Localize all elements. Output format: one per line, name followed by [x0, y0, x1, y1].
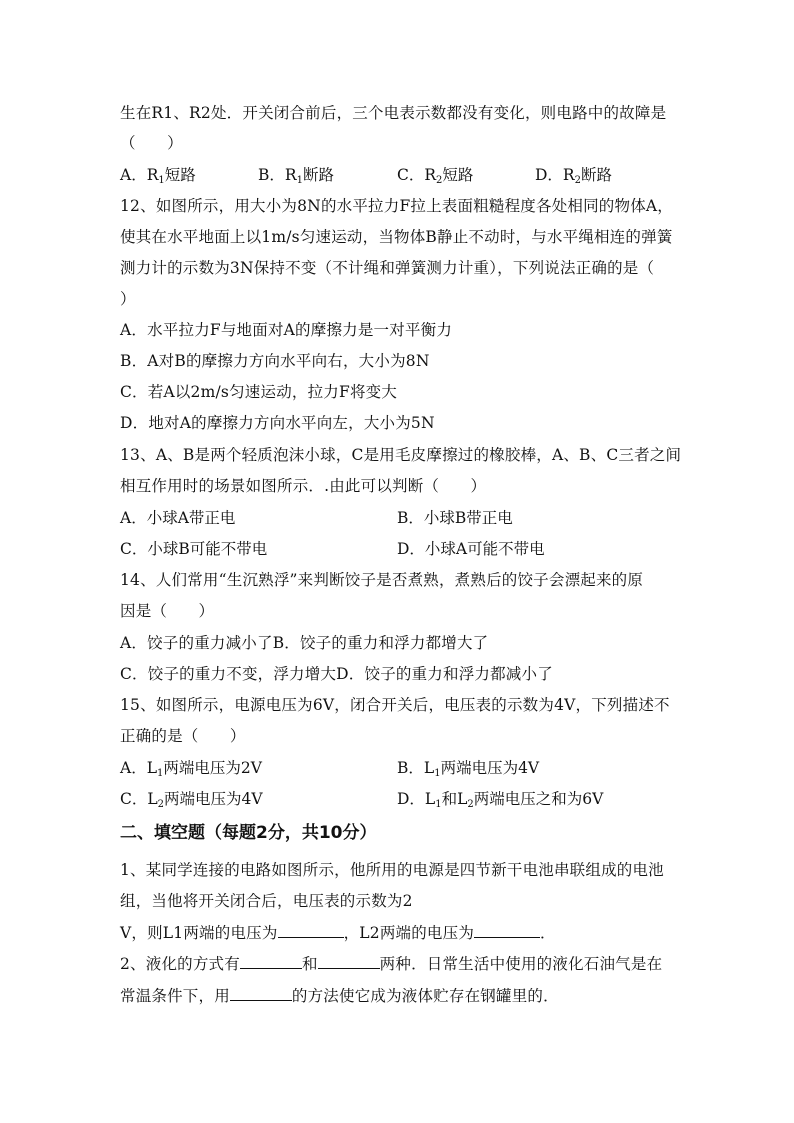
answer-blank-l1-voltage[interactable]	[278, 922, 344, 938]
q11-text-line2: （ ）	[120, 134, 183, 152]
q15-text-line2: 正确的是（ ）	[120, 727, 246, 745]
f1-text-line2: 组，当他将开关闭合后，电压表的示数为2	[120, 892, 413, 910]
q12-text-line2: 使其在水平地面上以1m/s匀速运动，当物体B静止不动时，与水平绳相连的弹簧	[120, 228, 673, 246]
q12-text-line4: ）	[120, 290, 136, 308]
q11-text-line1: 生在R1、R2处．开关闭合前后，三个电表示数都没有变化，则电路中的故障是	[120, 104, 667, 122]
section-heading: 二、填空题（每题2分，共10分）	[120, 823, 377, 843]
q12-option-d: D．地对A的摩擦力方向水平向左，大小为5N	[120, 414, 435, 432]
q12-option-b: B．A对B的摩擦力方向水平向右，大小为8N	[120, 352, 430, 370]
q14-options-ab: A．饺子的重力减小了B．饺子的重力和浮力都增大了	[120, 634, 489, 652]
f1-text-line3: V，则L1两端的电压为 ，L2两端的电压为 ．	[120, 924, 556, 942]
q15-text-line1: 15、如图所示，电源电压为6V，闭合开关后，电压表的示数为4V，下列描述不	[120, 696, 670, 714]
q12-text-line1: 12、如图所示，用大小为8N的水平拉力F拉上表面粗糙程度各处相同的物体A，	[120, 197, 673, 215]
q14-text-line1: 14、人们常用“生沉熟浮”来判断饺子是否煮熟，煮熟后的饺子会漂起来的原	[120, 571, 644, 589]
answer-blank-l2-voltage[interactable]	[474, 922, 540, 938]
f1-text-line1: 1、某同学连接的电路如图所示，他所用的电源是四节新干电池串联组成的电池	[120, 861, 664, 879]
f2-text-line1: 2、液化的方式有 和 两种．日常生活中使用的液化石油气是在	[120, 955, 663, 973]
q14-options-cd: C．饺子的重力不变，浮力增大D．饺子的重力和浮力都减小了	[120, 665, 553, 683]
q15-option-d: D．$L_1$和$L_2$两端电压之和为6V	[397, 790, 604, 810]
q12-text-line3: 测力计的示数为3N保持不变（不计绳和弹簧测力计重），下列说法正确的是（	[120, 259, 655, 277]
q14-text-line2: 因是（ ）	[120, 602, 215, 620]
q15-option-c: C．$L_2$两端电压为4V	[120, 790, 263, 810]
q15-option-b: B．$L_1$两端电压为4V	[397, 759, 540, 779]
q11-option-d: D．$R_2$断路	[535, 166, 612, 186]
f2-text-line2: 常温条件下，用 的方法使它成为液体贮存在钢罐里的．	[120, 987, 559, 1005]
answer-blank-method-1[interactable]	[240, 953, 302, 969]
q11-option-a: A．$R_1$短路	[120, 166, 196, 186]
q11-option-c: C．$R_2$短路	[397, 166, 474, 186]
q13-text-line1: 13、A、B是两个轻质泡沫小球，C是用毛皮摩擦过的橡胶棒，A、B、C三者之间	[120, 446, 682, 464]
q15-option-a: A．$L_1$两端电压为2V	[120, 759, 262, 779]
q12-option-a: A．水平拉力F与地面对A的摩擦力是一对平衡力	[120, 321, 453, 339]
q13-option-b: B．小球B带正电	[397, 509, 513, 527]
q13-text-line2: 相互作用时的场景如图所示．.由此可以判断（ ）	[120, 477, 487, 495]
answer-blank-method-3[interactable]	[230, 985, 292, 1001]
q13-option-a: A．小球A带正电	[120, 509, 236, 527]
q12-option-c: C．若A以2m/s匀速运动，拉力F将变大	[120, 383, 398, 401]
answer-blank-method-2[interactable]	[318, 953, 380, 969]
q13-option-d: D．小球A可能不带电	[397, 540, 545, 558]
q11-option-b: B．$R_1$断路	[258, 166, 334, 186]
q13-option-c: C．小球B可能不带电	[120, 540, 268, 558]
